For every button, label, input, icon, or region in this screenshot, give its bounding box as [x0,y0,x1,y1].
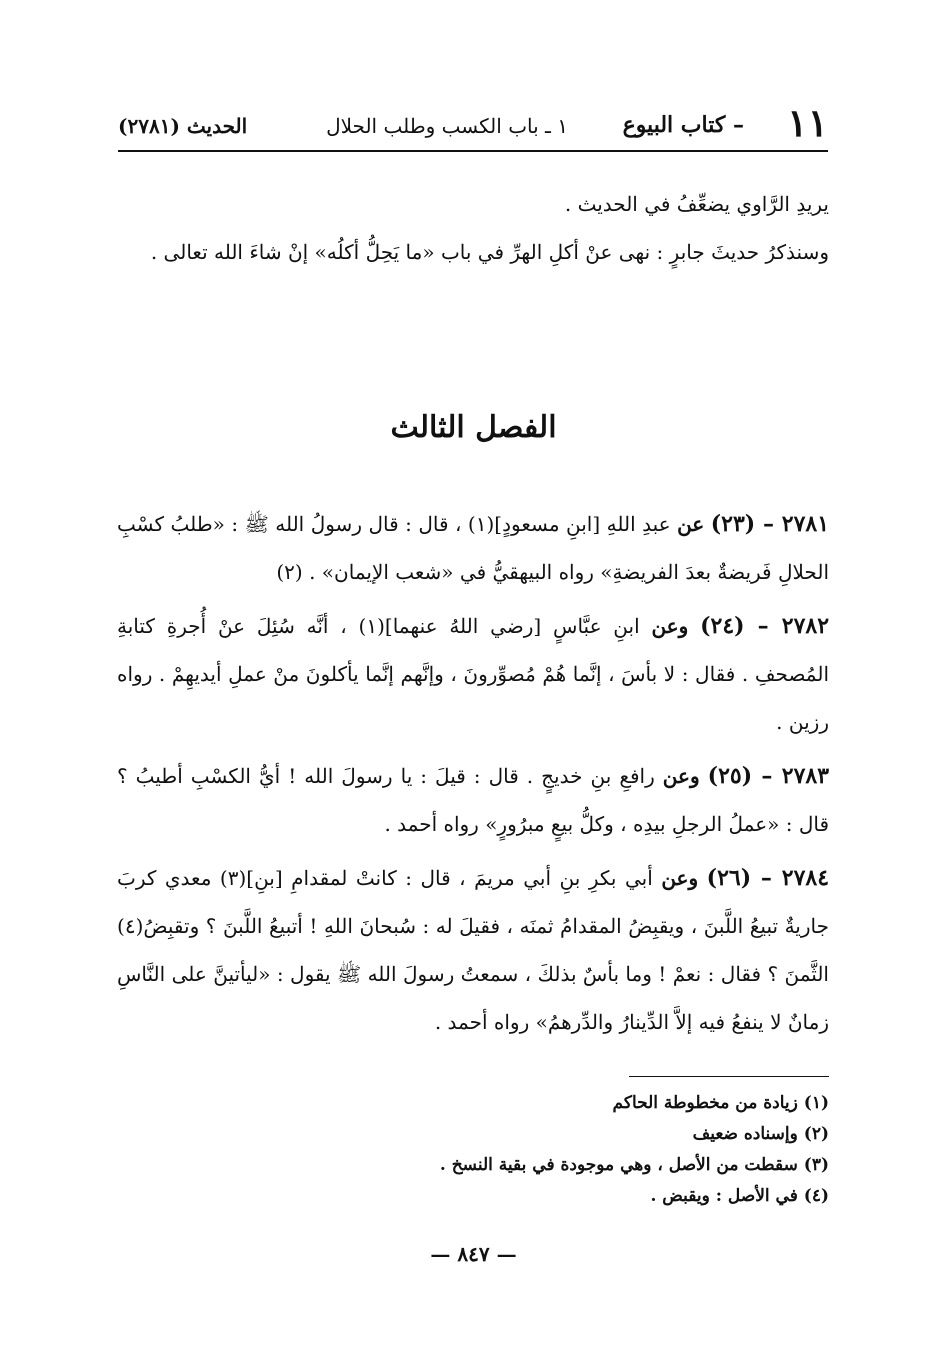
hadith-entry [117,854,829,1046]
carryover-text [117,180,829,276]
hadith-number: ٢٧٨٢ – (٢٤) [700,613,830,639]
hadith-entry [117,500,829,596]
footnote: (٣) سقطت من الأصل ، وهي موجودة في بقية النسخ . [439,1155,829,1175]
page-number: — ٨٤٧ — [430,1242,517,1266]
footnote-divider [629,1076,829,1077]
hadith-narrator-prefix: وعن [661,866,699,890]
hadith-number: ٢٧٨٤ – (٢٦) [706,865,830,891]
hadith-reference: الحديث (٢٧٨١) [118,114,248,138]
footnote: (٤) في الأصل : ويقبض . [650,1186,829,1206]
hadith-entry [117,752,829,848]
section-heading: الفصل الثالث [390,410,557,445]
running-header [118,100,828,152]
section-title: ١ ـ باب الكسب وطلب الحلال [326,114,568,138]
hadith-text: ابنِ عبَّاسٍ [رضي اللهُ عنهما](١) ، أنَّه سُئِلَ عنْ أُجرةِ كتابةِ المُصحفِ . فقال : لا بأسَ ، إنَّما هُمْ مُصوِّرونَ ، وإنَّهم إنَّما يأكلونَ منْ عملِ أيديهِمْ . رواه رزين . [117,614,829,734]
hadith-narrator-prefix: وعن [662,764,700,788]
carryover-line: يريدِ الرَّاوي يضعِّفُ في الحديث . [564,192,829,216]
hadith-list [117,500,829,1052]
chapter-title: – كتاب البيوع [622,112,744,138]
hadith-narrator-prefix: وعن [651,614,689,638]
hadith-text: رافعِ بنِ خديجٍ . قال : قيلَ : يا رسولَ الله ! أيُّ الكسْبِ أطيبُ ؟ قال : «عملُ الرجلِ بيدِه ، وكلُّ بيعٍ مبرُورٍ» رواه أحمد . [117,764,829,836]
footnote: (٢) وإسناده ضعيف [692,1124,829,1144]
footnote: (١) زيادة من مخطوطة الحاكم [612,1093,829,1113]
footnotes [117,1088,829,1212]
hadith-narrator-prefix: عن [677,512,705,536]
chapter-number: ١١ [787,100,828,145]
hadith-entry [117,602,829,746]
carryover-line: وسنذكرُ حديثَ جابرٍ : نهى عنْ أكلِ الهرِّ في باب «ما يَحِلُّ أكلُه» إنْ شاءَ الله تعالى . [150,240,829,264]
hadith-text: عبدِ اللهِ [ابنِ مسعودٍ](١) ، قال : قال رسولُ الله ﷺ : «طلبُ كسْبِ الحلالِ فَريضةٌ بعدَ الفريضةِ» رواه البيهقيُّ في «شعب الإيمان» . (٢) [117,512,829,584]
hadith-number: ٢٧٨٣ – (٢٥) [707,763,830,789]
hadith-number: ٢٧٨١ – (٢٣) [710,511,830,537]
hadith-text: أبي بكرِ بنِ أبي مريمَ ، قال : كانتْ لمقدامِ [بنِ](٣) معدي كربَ جاريةٌ تبيعُ اللَّبنَ ، ويقبِضُ المقدامُ ثمنَه ، فقيلَ له : سُبحانَ اللهِ ! أتبيعُ اللَّبنَ ؟ وتقبِضُ(٤) الثَّمنَ ؟ فقال : نعمْ ! وما بأسٌ بذلكَ ، سمعتُ رسولَ الله ﷺ يقول : «ليأتينَّ على النَّاسِ زمانٌ لا ينفعُ فيه إلاَّ الدِّينارُ والدِّرهمُ» رواه أحمد . [117,866,829,1034]
